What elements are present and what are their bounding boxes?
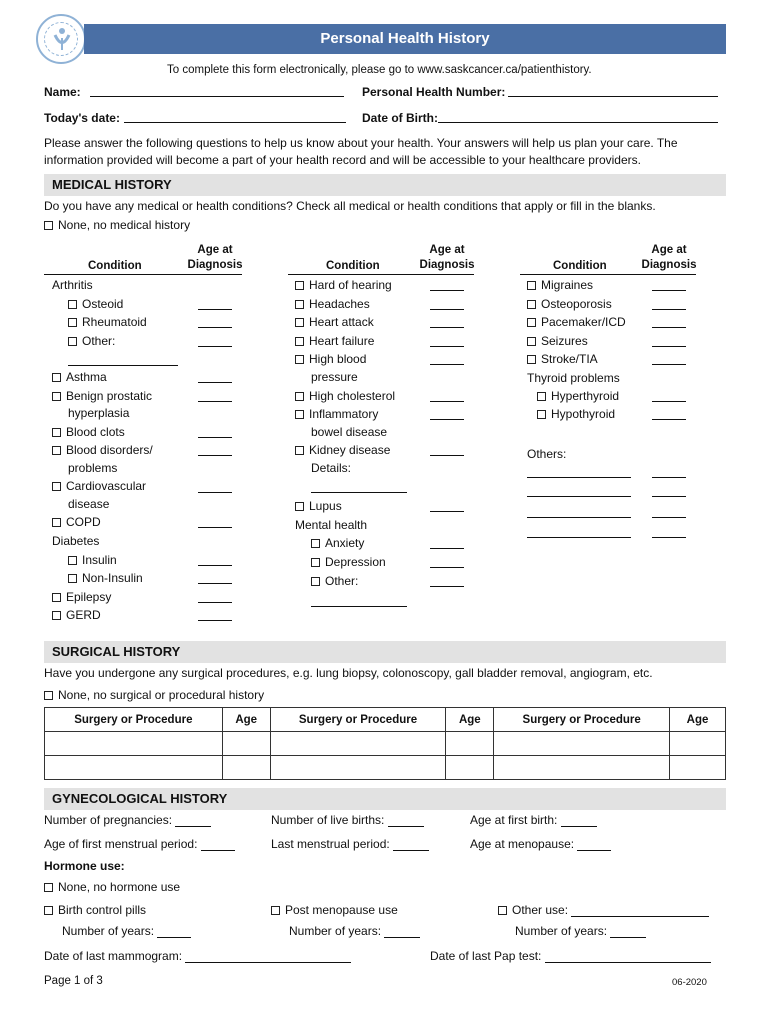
mental-other-option[interactable]: Other: [311, 574, 358, 588]
arthritis-other-option[interactable]: Other: [68, 334, 115, 348]
non-insulin-option[interactable]: Non-Insulin [68, 571, 143, 585]
live-births-field[interactable]: Number of live births: [271, 813, 424, 827]
form-version: 06-2020 [672, 977, 707, 988]
mental-other-field[interactable] [311, 606, 407, 607]
none-surgical-option[interactable]: None, no surgical or procedural history [44, 688, 264, 702]
hypothyroid-option[interactable]: Hypothyroid [537, 407, 615, 421]
hormone-use-label: Hormone use: [44, 859, 125, 873]
phn-label: Personal Health Number: [362, 85, 506, 99]
arthritis-other-field[interactable] [68, 365, 178, 366]
condition-header: Condition [88, 260, 142, 272]
heart-failure-option[interactable]: Heart failure [295, 334, 374, 348]
birth-control-option[interactable]: Birth control pills [44, 903, 146, 917]
post-menopause-years-field[interactable]: Number of years: [289, 924, 420, 938]
seizures-option[interactable]: Seizures [527, 334, 588, 348]
pap-test-field[interactable]: Date of last Pap test: [430, 949, 711, 963]
dob-label: Date of Birth: [362, 111, 438, 125]
osteoporosis-option[interactable]: Osteoporosis [527, 297, 612, 311]
hearing-option[interactable]: Hard of hearing [295, 278, 392, 292]
medical-history-header: MEDICAL HISTORY [44, 174, 726, 196]
menopause-field[interactable]: Age at menopause: [470, 837, 611, 851]
benign-prostatic-option[interactable]: Benign prostatic [52, 389, 152, 403]
others-label: Others: [527, 447, 567, 461]
lupus-option[interactable]: Lupus [295, 499, 342, 513]
page-number: Page 1 of 3 [44, 975, 103, 987]
epilepsy-option[interactable]: Epilepsy [52, 590, 111, 604]
birth-control-years-field[interactable]: Number of years: [62, 924, 191, 938]
copd-option[interactable]: COPD [52, 515, 101, 529]
intro-text-2: information provided will become a part of your health record and will be accessible to your healthcare providers. [44, 153, 641, 167]
age-diagnosis-header: Age at Diagnosis [187, 244, 243, 271]
osteoid-option[interactable]: Osteoid [68, 297, 123, 311]
others-field-1[interactable] [527, 477, 631, 478]
checkbox-icon[interactable] [44, 691, 53, 700]
surgical-table [44, 707, 726, 780]
other-use-years-field[interactable]: Number of years: [515, 924, 646, 938]
instruction-text: To complete this form electronically, please go to www.saskcancer.ca/patienthistory. [167, 64, 592, 76]
gynecological-history-header: GYNECOLOGICAL HISTORY [44, 788, 726, 810]
name-field[interactable] [90, 96, 344, 97]
other-use-option[interactable]: Other use: [498, 903, 709, 917]
high-cholesterol-option[interactable]: High cholesterol [295, 389, 395, 403]
first-menstrual-field[interactable]: Age of first menstrual period: [44, 837, 235, 851]
headaches-option[interactable]: Headaches [295, 297, 370, 311]
depression-option[interactable]: Depression [311, 555, 386, 569]
diabetes-label: Diabetes [52, 534, 100, 548]
kidney-option[interactable]: Kidney disease [295, 443, 390, 457]
migraines-option[interactable]: Migraines [527, 278, 593, 292]
form-title: Personal Health History [84, 24, 726, 54]
cardiovascular-option[interactable]: Cardiovascular [52, 479, 146, 493]
stroke-option[interactable]: Stroke/TIA [527, 352, 598, 366]
age-diagnosis-header: Age at Diagnosis [419, 244, 475, 271]
table-row[interactable] [45, 732, 726, 756]
phn-field[interactable] [508, 96, 718, 97]
kidney-details-field[interactable] [311, 492, 407, 493]
pregnancies-field[interactable]: Number of pregnancies: [44, 813, 211, 827]
ribbon-icon [50, 26, 74, 52]
blood-disorders-option[interactable]: Blood disorders/ [52, 443, 153, 457]
intro-text-1: Please answer the following questions to help us know about your health. Your answers will help us plan your care. The [44, 136, 678, 150]
mammogram-field[interactable]: Date of last mammogram: [44, 949, 351, 963]
surgical-question: Have you undergone any surgical procedures, e.g. lung biopsy, colonoscopy, gall bladder removal, angiogram, etc. [44, 666, 653, 680]
condition-header: Condition [326, 260, 380, 272]
hyperthyroid-option[interactable]: Hyperthyroid [537, 389, 619, 403]
surgical-history-header: SURGICAL HISTORY [44, 641, 726, 663]
thyroid-label: Thyroid problems [527, 371, 620, 385]
checkbox-icon[interactable] [44, 221, 53, 230]
gerd-option[interactable]: GERD [52, 608, 101, 622]
ibd-option[interactable]: Inflammatory [295, 407, 378, 421]
date-field[interactable] [124, 122, 346, 123]
table-row[interactable] [45, 756, 726, 780]
condition-header: Condition [553, 260, 607, 272]
pacemaker-option[interactable]: Pacemaker/ICD [527, 315, 626, 329]
asthma-option[interactable]: Asthma [52, 370, 107, 384]
details-label: Details: [311, 461, 352, 475]
heart-attack-option[interactable]: Heart attack [295, 315, 374, 329]
high-bp-option[interactable]: High blood [295, 352, 366, 366]
others-field-2[interactable] [527, 496, 631, 497]
table-header-row: Surgery or Procedure Age Surgery or Procedure Age Surgery or Procedure Age [45, 708, 726, 732]
medical-question: Do you have any medical or health conditions? Check all medical or health conditions that apply or fill in the blanks. [44, 199, 656, 213]
none-medical-option[interactable]: None, no medical history [44, 218, 190, 232]
arthritis-label: Arthritis [52, 278, 93, 292]
blood-clots-option[interactable]: Blood clots [52, 425, 125, 439]
last-menstrual-field[interactable]: Last menstrual period: [271, 837, 429, 851]
rheumatoid-option[interactable]: Rheumatoid [68, 315, 147, 329]
anxiety-option[interactable]: Anxiety [311, 536, 364, 550]
none-hormone-option[interactable]: None, no hormone use [44, 880, 180, 894]
insulin-option[interactable]: Insulin [68, 553, 117, 567]
others-field-3[interactable] [527, 517, 631, 518]
post-menopause-option[interactable]: Post menopause use [271, 903, 398, 917]
mental-health-label: Mental health [295, 518, 368, 532]
dob-field[interactable] [438, 122, 718, 123]
saskatchewan-cancer-agency-logo [36, 14, 86, 64]
name-label: Name: [44, 85, 81, 99]
age-first-birth-field[interactable]: Age at first birth: [470, 813, 597, 827]
age-diagnosis-header: Age at Diagnosis [641, 244, 697, 271]
date-label: Today's date: [44, 111, 120, 125]
others-field-4[interactable] [527, 537, 631, 538]
